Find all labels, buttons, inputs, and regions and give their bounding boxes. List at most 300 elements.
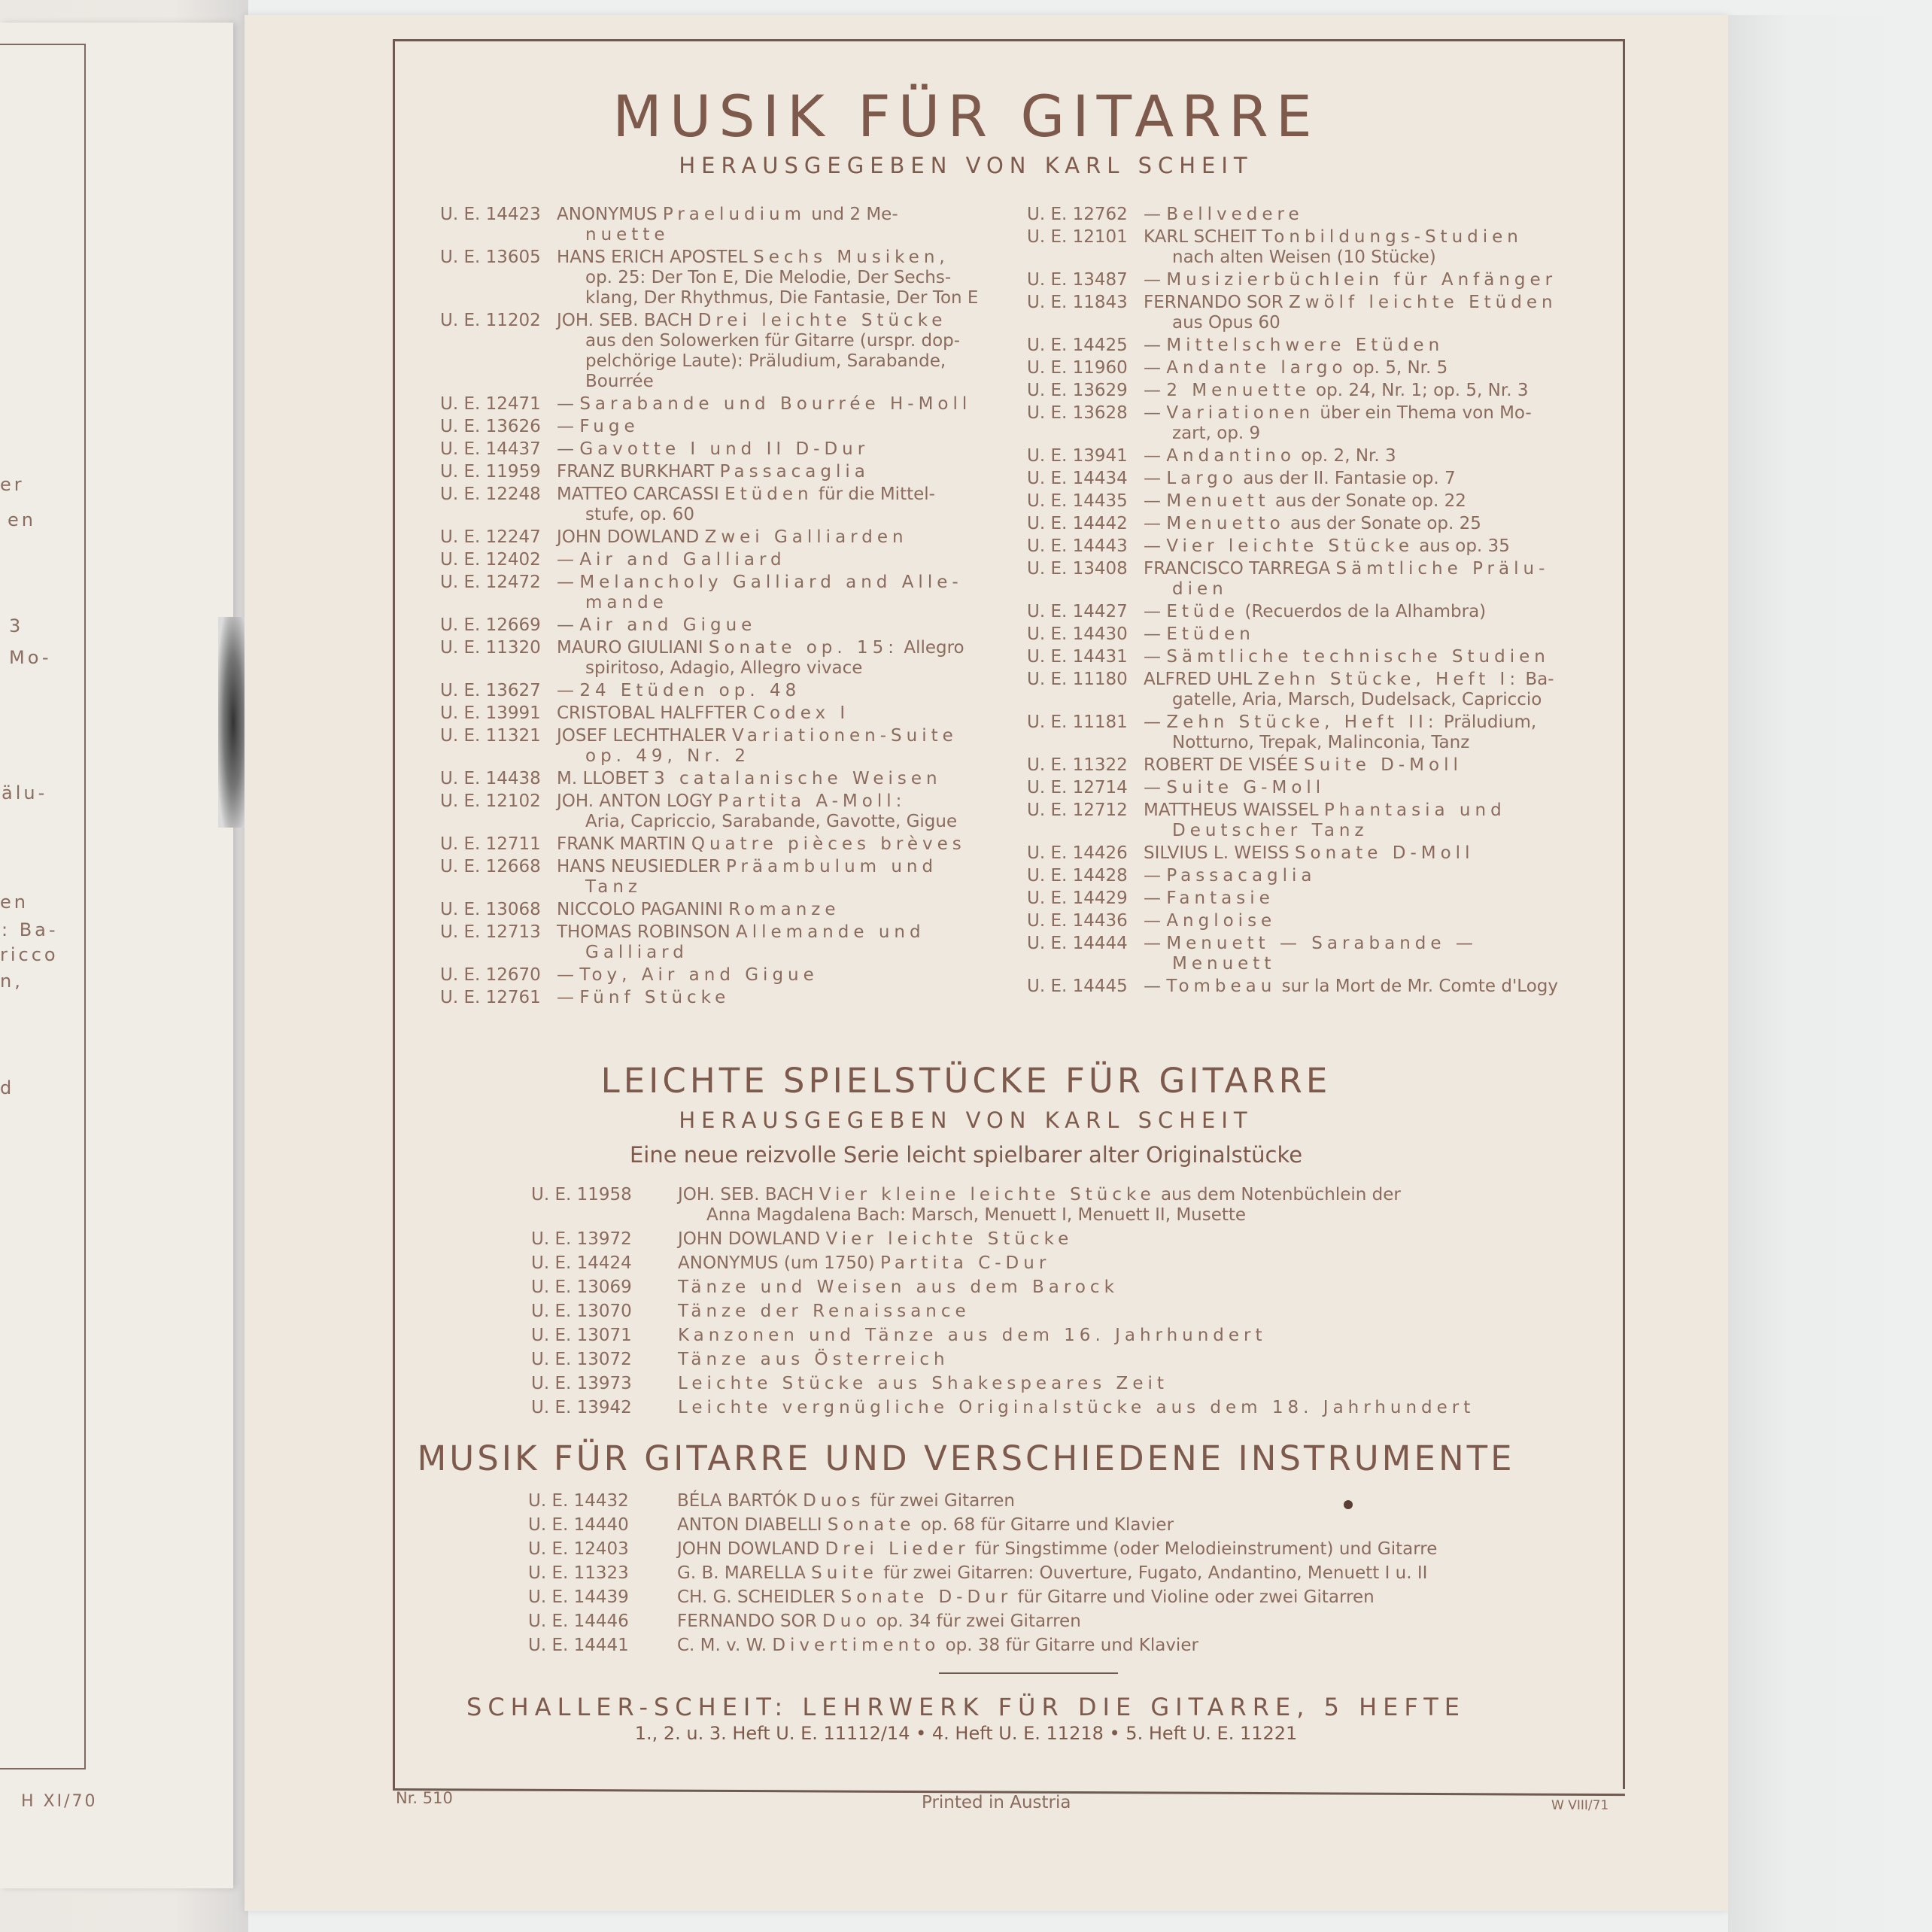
catalog-number: U. E. 13068: [440, 900, 541, 919]
entry-text: [678, 1185, 1475, 1226]
work-continuation: stufe, op. 60: [585, 505, 695, 524]
work-title: Sonate: [827, 1515, 916, 1535]
catalog-entry: [440, 922, 1001, 963]
catalog-number: U. E. 13628: [1027, 403, 1128, 423]
section2-subtitle: HERAUSGEGEBEN VON KARL SCHEIT: [679, 1107, 1253, 1133]
work-title: Zwei Galliarden: [704, 527, 908, 547]
catalog-number: U. E. 13941: [1027, 446, 1128, 466]
catalog-number: U. E. 14429: [1027, 889, 1128, 908]
entry-text: [1144, 336, 1599, 356]
entry-text: [1144, 381, 1599, 401]
catalog-entry: [1027, 800, 1599, 841]
catalog-entry: [528, 1563, 1437, 1584]
catalog-number: U. E. 12711: [440, 834, 541, 854]
catalog-entry: [1027, 911, 1599, 931]
composer-name: NICCOLO PAGANINI: [557, 900, 729, 919]
catalog-entry: [531, 1302, 1475, 1322]
catalog-number: U. E. 12472: [440, 573, 541, 592]
work-detail: op. 34 für zwei Gitarren: [870, 1612, 1081, 1631]
work-title: Präambulum und: [725, 857, 938, 876]
work-continuation: gatelle, Aria, Marsch, Dudelsack, Capriccio: [1172, 690, 1542, 709]
composer-name: —: [1144, 911, 1167, 931]
work-continuation: aus Opus 60: [1172, 313, 1280, 333]
entry-text: [1144, 446, 1599, 466]
work-title: Codex I: [753, 703, 850, 723]
right-background: [1728, 15, 1932, 1932]
work-title: Variationen-Suite: [731, 726, 958, 746]
entry-text: [557, 205, 1001, 245]
work-continuation: Menuett: [1172, 954, 1276, 974]
catalog-number: U. E. 12762: [1027, 205, 1128, 224]
composer-name: ALFRED UHL: [1144, 670, 1258, 689]
catalog-number: U. E. 13973: [531, 1374, 632, 1393]
work-title: Fünf Stücke: [579, 988, 731, 1007]
catalog-entry: [1027, 755, 1599, 776]
catalog-number: U. E. 14438: [440, 769, 541, 788]
page-gap-shadow: [218, 617, 248, 828]
composer-name: JOHN DOWLAND: [557, 527, 705, 547]
catalog-entry: [440, 311, 1001, 392]
left-page-fragment: n,: [0, 971, 23, 992]
catalog-entry: [1027, 403, 1599, 444]
catalog-entry: [440, 417, 1001, 437]
composer-name: —: [1144, 358, 1167, 378]
work-continuation: Notturno, Trepak, Malinconia, Tanz: [1172, 733, 1470, 752]
entry-text: [1144, 358, 1599, 378]
work-title: Fantasie: [1166, 889, 1274, 908]
catalog-number: U. E. 13071: [531, 1326, 632, 1345]
catalog-number: U. E. 14435: [1027, 491, 1128, 511]
work-detail: sur la Mort de Mr. Comte d'Logy: [1276, 977, 1558, 996]
work-title: Sämtliche technische Studien: [1166, 647, 1550, 667]
composer-name: —: [1144, 647, 1167, 667]
work-detail: aus der Sonate op. 25: [1284, 514, 1481, 533]
composer-name: —: [1144, 446, 1167, 466]
catalog-number: U. E. 14426: [1027, 843, 1128, 863]
entry-text: [557, 900, 1001, 920]
work-title: Sonate D-Moll: [1294, 843, 1475, 863]
composer-name: CH. G. SCHEIDLER: [677, 1587, 841, 1607]
work-title: Leichte Stücke aus Shakespeares Zeit: [678, 1374, 1168, 1393]
catalog-number: U. E. 14442: [1027, 514, 1128, 533]
work-continuation: Anna Magdalena Bach: Marsch, Menuett I, Menuett II, Musette: [706, 1205, 1247, 1225]
catalog-entry: [528, 1539, 1437, 1560]
work-detail: für Singstimme (oder Melodieinstrument) und Gitarre: [969, 1539, 1438, 1559]
catalog-number: U. E. 12714: [1027, 778, 1128, 797]
work-title: Passacaglia: [719, 462, 870, 481]
entry-text: [557, 834, 1001, 855]
catalog-number: U. E. 11321: [440, 726, 541, 746]
composer-name: —: [557, 681, 580, 700]
main-title: MUSIK FÜR GITARRE: [612, 83, 1320, 150]
catalog-number: U. E. 13629: [1027, 381, 1128, 400]
work-title: Toy, Air and Gigue: [579, 965, 819, 985]
catalog-number: U. E. 14446: [528, 1612, 629, 1631]
composer-name: —: [1144, 491, 1167, 511]
catalog-entry: [440, 485, 1001, 525]
work-continuation: Aria, Capriccio, Sarabande, Gavotte, Gigue: [585, 812, 958, 831]
composer-name: —: [1144, 977, 1167, 996]
work-title: Sonate op. 15:: [708, 638, 899, 658]
catalog-entry: [440, 550, 1001, 570]
work-title: Phantasia und: [1323, 800, 1506, 820]
entry-text: [677, 1636, 1437, 1656]
entry-text: [1144, 293, 1599, 333]
catalog-entry: [440, 394, 1001, 415]
catalog-number: U. E. 11960: [1027, 358, 1128, 378]
catalog-number: U. E. 14444: [1027, 934, 1128, 953]
catalog-number: U. E. 11181: [1027, 712, 1128, 732]
catalog-entry: [528, 1515, 1437, 1536]
work-continuation: op. 25: Der Ton E, Die Melodie, Der Sechs- klang, Der Rhythmus, Die Fantasie, Der Ton E: [585, 268, 979, 308]
composer-name: —: [557, 417, 580, 436]
catalog-entry: [1027, 843, 1599, 864]
entry-text: [678, 1374, 1475, 1394]
composer-name: —: [1144, 778, 1167, 797]
catalog-entry: [1027, 336, 1599, 356]
entry-text: [677, 1491, 1437, 1511]
work-title: Angloise: [1166, 911, 1277, 931]
entry-text: [1144, 491, 1599, 512]
composer-name: MAURO GIULIANI: [557, 638, 709, 658]
work-continuation: Galliard: [585, 943, 688, 962]
work-title: Duos: [803, 1491, 865, 1511]
catalog-entry: [1027, 491, 1599, 512]
catalog-entry: [1027, 934, 1599, 974]
catalog-number: U. E. 14425: [1027, 336, 1128, 355]
entry-text: [557, 615, 1001, 636]
composer-name: JOH. SEB. BACH: [678, 1185, 819, 1204]
catalog-number: U. E. 14436: [1027, 911, 1128, 931]
catalog-number: U. E. 11202: [440, 311, 541, 330]
work-title: Etüde: [1166, 602, 1240, 621]
catalog-entry: [531, 1326, 1475, 1346]
work-detail: für zwei Gitarren: Ouverture, Fugato, Andantino, Menuett I u. II: [877, 1563, 1428, 1583]
catalog-entry: [1027, 624, 1599, 645]
entry-text: [1144, 469, 1599, 489]
work-title: Menuetto: [1166, 514, 1285, 533]
left-page-fragment: Mo-: [9, 647, 52, 668]
work-title: Largo: [1166, 469, 1238, 488]
catalog-number: U. E. 13627: [440, 681, 541, 700]
left-page-fragment: d: [0, 1077, 15, 1098]
catalog-entry: [1027, 293, 1599, 333]
catalog-number: U. E. 14441: [528, 1636, 629, 1655]
catalog-number: U. E. 14445: [1027, 977, 1128, 996]
left-page-fragment: er: [0, 474, 25, 495]
work-title: Fuge: [579, 417, 639, 436]
work-title: Etüden: [1166, 624, 1255, 644]
work-continuation: Deutscher Tanz: [1172, 821, 1368, 840]
entry-text: [1144, 866, 1599, 886]
composer-name: ANTON DIABELLI: [677, 1515, 828, 1535]
section2-list: [531, 1185, 1475, 1422]
main-subtitle: HERAUSGEGEBEN VON KARL SCHEIT: [679, 153, 1253, 178]
catalog-number: U. E. 12669: [440, 615, 541, 635]
left-catalog-column: [440, 205, 1001, 1010]
catalog-entry: [440, 527, 1001, 548]
catalog-number: U. E. 14430: [1027, 624, 1128, 644]
entry-text: [1144, 624, 1599, 645]
entry-text: [1144, 514, 1599, 534]
section3-list: [528, 1491, 1437, 1660]
composer-name: —: [557, 550, 580, 570]
catalog-entry: [531, 1350, 1475, 1370]
entry-text: [1144, 800, 1599, 841]
catalog-number: U. E. 12102: [440, 791, 541, 811]
catalog-entry: [440, 248, 1001, 308]
catalog-number: U. E. 11320: [440, 638, 541, 658]
catalog-number: U. E. 14428: [1027, 866, 1128, 886]
work-detail: op. 68 für Gitarre und Klavier: [915, 1515, 1174, 1535]
work-title: Sarabande und Bourrée H-Moll: [579, 394, 972, 414]
catalog-entry: [1027, 602, 1599, 622]
catalog-entry: [440, 965, 1001, 986]
work-title: Vier leichte Stücke: [1166, 536, 1414, 556]
catalog-number: U. E. 12713: [440, 922, 541, 942]
work-detail: für zwei Gitarren: [864, 1491, 1015, 1511]
catalog-entry: [531, 1253, 1475, 1274]
composer-name: —: [1144, 866, 1167, 886]
entry-text: [557, 681, 1001, 701]
catalog-entry: [528, 1587, 1437, 1608]
entry-text: [1144, 227, 1599, 268]
work-title: Drei Lieder: [825, 1539, 970, 1559]
entry-text: [1144, 977, 1599, 997]
work-title: Tänze der Renaissance: [678, 1302, 971, 1321]
entry-text: [677, 1587, 1437, 1608]
catalog-number: U. E. 14427: [1027, 602, 1128, 621]
composer-name: —: [1144, 270, 1167, 290]
work-detail: über ein Thema von Mo-: [1314, 403, 1532, 423]
composer-name: —: [557, 573, 580, 592]
work-title: Tonbildungs-Studien: [1262, 227, 1523, 247]
composer-name: FRANCISCO TARREGA: [1144, 559, 1336, 579]
work-continuation: dien: [1172, 579, 1228, 599]
catalog-entry: [440, 638, 1001, 679]
composer-name: —: [557, 394, 580, 414]
work-title: Zwölf leichte Etüden: [1289, 293, 1557, 312]
catalog-number: U. E. 14431: [1027, 647, 1128, 667]
catalog-entry: [1027, 469, 1599, 489]
catalog-number: U. E. 14439: [528, 1587, 629, 1607]
catalog-number: U. E. 12670: [440, 965, 541, 985]
work-title: Quatre pièces brèves: [691, 834, 966, 854]
composer-name: CRISTOBAL HALFFTER: [557, 703, 753, 723]
work-detail: aus der Sonate op. 22: [1269, 491, 1466, 511]
catalog-entry: [440, 573, 1001, 613]
work-detail: und 2 Me-: [806, 205, 898, 224]
entry-text: [1144, 755, 1599, 776]
entry-text: [557, 988, 1001, 1008]
catalog-entry: [531, 1229, 1475, 1250]
work-detail: für Gitarre und Violine oder zwei Gitarren: [1012, 1587, 1375, 1607]
composer-name: —: [1144, 469, 1167, 488]
catalog-entry: [1027, 866, 1599, 886]
work-title: Divertimento: [772, 1636, 940, 1655]
composer-name: —: [557, 439, 580, 459]
catalog-number: U. E. 14440: [528, 1515, 629, 1535]
catalog-number: U. E. 11959: [440, 462, 541, 481]
catalog-entry: [440, 834, 1001, 855]
catalog-entry: [531, 1277, 1475, 1298]
work-title: Air and Galliard: [579, 550, 786, 570]
catalog-number: U. E. 14434: [1027, 469, 1128, 488]
work-title: Musizierbüchlein für Anfänger: [1166, 270, 1557, 290]
catalog-entry: [531, 1185, 1475, 1226]
catalog-number: U. E. 11958: [531, 1185, 632, 1204]
catalog-number: U. E. 11323: [528, 1563, 629, 1583]
work-title: Suite G-Moll: [1166, 778, 1326, 797]
entry-text: [1144, 712, 1599, 753]
entry-text: [1144, 559, 1599, 600]
work-detail: op. 2, Nr. 3: [1295, 446, 1396, 466]
catalog-entry: [440, 769, 1001, 789]
entry-text: [557, 311, 1001, 392]
catalog-entry: [440, 726, 1001, 767]
composer-name: —: [1144, 536, 1167, 556]
work-continuation: nuette: [585, 225, 670, 245]
catalog-entry: [440, 703, 1001, 724]
work-detail: Präludium,: [1438, 712, 1537, 732]
composer-name: THOMAS ROBINSON: [557, 922, 737, 942]
composer-name: —: [557, 988, 580, 1007]
catalog-number: U. E. 11843: [1027, 293, 1128, 312]
catalog-entry: [1027, 446, 1599, 466]
work-detail: für die Mittel-: [813, 485, 935, 504]
footer-printed: Printed in Austria: [922, 1793, 1071, 1812]
entry-text: [678, 1277, 1475, 1298]
catalog-number: U. E. 13991: [440, 703, 541, 723]
catalog-entry: [440, 988, 1001, 1008]
composer-name: —: [1144, 381, 1167, 400]
catalog-entry: [440, 900, 1001, 920]
work-title: Bellvedere: [1166, 205, 1304, 224]
entry-text: [1144, 670, 1599, 710]
lehrwerk-title: SCHALLER-SCHEIT: LEHRWERK FÜR DIE GITARRE, 5 HEFTE: [466, 1693, 1466, 1721]
entry-text: [1144, 205, 1599, 225]
work-title: Sechs Musiken,: [753, 248, 949, 267]
catalog-entry: [440, 791, 1001, 832]
entry-text: [1144, 843, 1599, 864]
section3-title: MUSIK FÜR GITARRE UND VERSCHIEDENE INSTRUMENTE: [417, 1438, 1515, 1478]
entry-text: [1144, 403, 1599, 444]
catalog-entry: [440, 205, 1001, 245]
work-title: 3 catalanische Weisen: [654, 769, 942, 788]
catalog-number: U. E. 13605: [440, 248, 541, 267]
composer-name: —: [1144, 712, 1167, 732]
entry-text: [557, 726, 1001, 767]
composer-name: ANONYMUS: [557, 205, 663, 224]
work-detail: op. 38 für Gitarre und Klavier: [940, 1636, 1198, 1655]
composer-name: M. LLOBET: [557, 769, 655, 788]
composer-name: —: [557, 615, 580, 635]
catalog-entry: [440, 681, 1001, 701]
composer-name: —: [1144, 336, 1167, 355]
work-detail: op. 5, Nr. 5: [1347, 358, 1448, 378]
catalog-entry: [1027, 381, 1599, 401]
composer-name: —: [1144, 205, 1167, 224]
catalog-number: U. E. 12248: [440, 485, 541, 504]
composer-name: —: [1144, 403, 1167, 423]
work-title: Zehn Stücke, Heft I:: [1257, 670, 1520, 689]
composer-name: JOH. SEB. BACH: [557, 311, 698, 330]
work-title: Andante largo: [1166, 358, 1347, 378]
catalog-number: U. E. 12471: [440, 394, 541, 414]
catalog-entry: [1027, 536, 1599, 557]
catalog-number: U. E. 13072: [531, 1350, 632, 1369]
catalog-number: U. E. 13487: [1027, 270, 1128, 290]
composer-name: ROBERT DE VISÉE: [1144, 755, 1305, 775]
catalog-entry: [1027, 559, 1599, 600]
catalog-entry: [528, 1636, 1437, 1656]
composer-name: —: [1144, 889, 1167, 908]
catalog-entry: [440, 439, 1001, 460]
work-title: Sonate D-Dur: [840, 1587, 1013, 1607]
composer-name: —: [1144, 934, 1167, 953]
divider-line: [939, 1672, 1118, 1674]
work-detail: aus op. 35: [1413, 536, 1510, 556]
catalog-number: U. E. 13942: [531, 1398, 632, 1417]
left-page-fragment: ricco: [0, 944, 59, 965]
work-title: Sämtliche Prälu-: [1335, 559, 1550, 579]
entry-text: [678, 1302, 1475, 1322]
entry-text: [1144, 934, 1599, 974]
catalog-entry: [1027, 270, 1599, 290]
catalog-entry: [1027, 205, 1599, 225]
work-title: Tänze und Weisen aus dem Barock: [678, 1277, 1119, 1297]
left-page-code: H XI/70: [21, 1792, 98, 1811]
section2-tagline: Eine neue reizvolle Serie leicht spielbarer alter Originalstücke: [629, 1142, 1303, 1168]
lehrwerk-detail: 1., 2. u. 3. Heft U. E. 11112/14 • 4. Heft U. E. 11218 • 5. Heft U. E. 11221: [634, 1723, 1298, 1744]
work-continuation: mande: [585, 593, 668, 612]
work-detail: (Recuerdos de la Alhambra): [1239, 602, 1487, 621]
composer-name: BÉLA BARTÓK: [677, 1491, 803, 1511]
catalog-entry: [1027, 227, 1599, 268]
work-title: Allemande und: [736, 922, 925, 942]
catalog-entry: [528, 1491, 1437, 1511]
composer-name: JOHN DOWLAND: [678, 1229, 826, 1249]
entry-text: [678, 1398, 1475, 1418]
catalog-number: U. E. 13070: [531, 1302, 632, 1321]
right-catalog-column: [1027, 205, 1599, 999]
entry-text: [557, 922, 1001, 963]
entry-text: [1144, 778, 1599, 798]
catalog-number: U. E. 14432: [528, 1491, 629, 1511]
catalog-entry: [528, 1612, 1437, 1632]
entry-text: [678, 1253, 1475, 1274]
entry-text: [1144, 911, 1599, 931]
entry-text: [557, 417, 1001, 437]
work-title: Tombeau: [1166, 977, 1277, 996]
composer-name: G. B. MARELLA: [677, 1563, 812, 1583]
work-title: Variationen: [1166, 403, 1315, 423]
catalog-entry: [531, 1374, 1475, 1394]
entry-text: [557, 703, 1001, 724]
composer-name: HANS ERICH APOSTEL: [557, 248, 754, 267]
catalog-number: U. E. 12247: [440, 527, 541, 547]
work-title: Praeludium: [662, 205, 806, 224]
work-title: Passacaglia: [1166, 866, 1317, 886]
work-detail: op. 24, Nr. 1; op. 5, Nr. 3: [1310, 381, 1529, 400]
work-title: Partita C-Dur: [879, 1253, 1051, 1273]
entry-text: [678, 1229, 1475, 1250]
catalog-number: U. E. 12403: [528, 1539, 629, 1559]
composer-name: FERNANDO SOR: [677, 1612, 823, 1631]
work-title: Suite: [811, 1563, 878, 1583]
composer-name: FRANK MARTIN: [557, 834, 691, 854]
work-detail: aus dem Notenbüchlein der: [1155, 1185, 1401, 1204]
